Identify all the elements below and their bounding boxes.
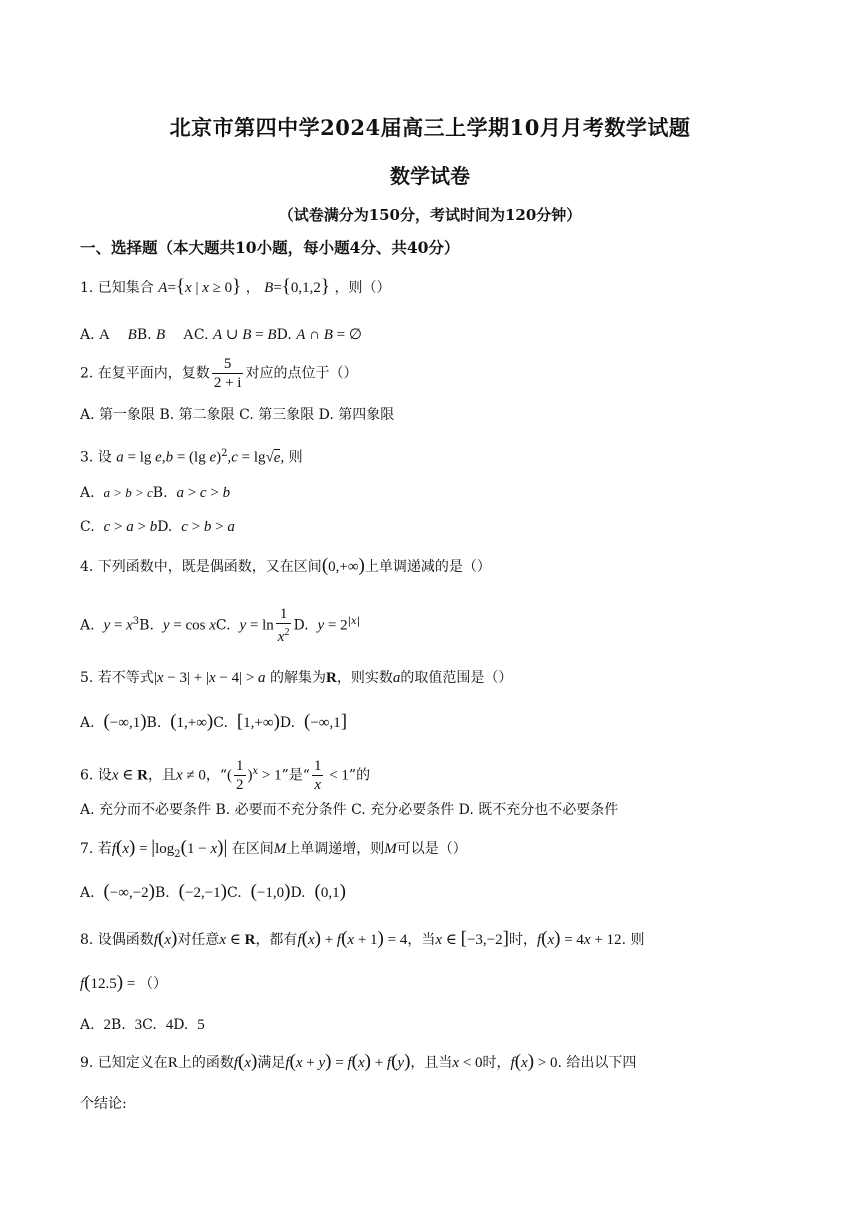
question-3: 3. 设 a = lg e,b = (lg e)$^2$,c = lg√e, 则 <box>80 448 303 466</box>
question-9: 9. 已知定义在R上的函数f(x)满足f(x + y) = f(x) + f(y)，且当x < 0时，f(x) > 0. 给出以下四 <box>80 1051 637 1072</box>
question-8: 8. 设偶函数f(x)对任意x ∈ R，都有f(x) + f(x + 1) = 4，当x ∈ [−3,−2]时，f(x) = 4x + 12. 则 <box>80 928 645 949</box>
page-title: 北京市第四中学2024届高三上学期10月月考数学试题 <box>169 115 691 140</box>
question-3-options-cd: C. c > a > bD. c > b > a <box>80 519 235 535</box>
question-2-options: A. 第一象限 B. 第二象限 C. 第三象限 D. 第四象限 <box>80 407 395 423</box>
question-3-options-ab: A. a > b > cB. a > c > b <box>80 485 231 501</box>
question-4-options: A. $y = x^3B$. y = cos xC. y = ln $\frac{1}{x^2}$ D. $y = 2^{|x|}$ <box>80 606 361 645</box>
question-6: 6. 设x ∈ R，且x ≠ 0，“( $\frac{1}{2}$ )$^x$ > 1”是“ $\frac{1}{x}$ < 1”的 <box>80 758 371 793</box>
question-9-cont: 个结论: <box>80 1096 127 1112</box>
fraction: $\frac{5}{2 + i}$ <box>213 356 242 391</box>
question-5-options: A. (−∞,1)B. (1,+∞)C. [1,+∞)D. (−∞,1] <box>80 711 348 732</box>
page-subtitle: 数学试卷 <box>390 164 470 188</box>
formula: A <box>158 280 168 296</box>
question-7: 7. 若$f(x) = |\log_2(1 - x)|$ 在区间M上单调递增，则M可以是（） <box>80 837 467 860</box>
question-2: 2. 在复平面内，复数 $\frac{5}{2 + i}$ 对应的点位于（） <box>80 356 358 391</box>
question-6-options: A. 充分而不必要条件 B. 必要而不充分条件 C. 充分必要条件 D. 既不充分也不必要条件 <box>80 802 619 818</box>
exam-note: （试卷满分为150分，考试时间为120分钟） <box>278 206 582 224</box>
question-1-options: A. A BB. B AC. A ∪ B = BD. A ∩ B = ∅ <box>80 327 362 343</box>
question-8-cont: f(12.5) = （） <box>80 972 168 993</box>
question-7-options: A. (−∞,−2)B. (−2,−1)C. (−1,0)D. (0,1) <box>80 881 346 902</box>
question-4: 4. 下列函数中，既是偶函数，又在区间(0,+∞)上单调递减的是（） <box>80 555 491 576</box>
question-5: 5. 若不等式|x − 3| + |x − 4| > a 的解集为R，则实数a的取值范围是（） <box>80 670 513 686</box>
question-8-options: A. 2B. 3C. 4D. 5 <box>80 1017 205 1033</box>
question-1: 1. 已知集合 A={x | x ≥ 0} ， B={0,1,2} ，则（） <box>80 276 391 297</box>
section-heading: 一、选择题（本大题共10小题，每小题4分、共40分） <box>80 238 460 257</box>
